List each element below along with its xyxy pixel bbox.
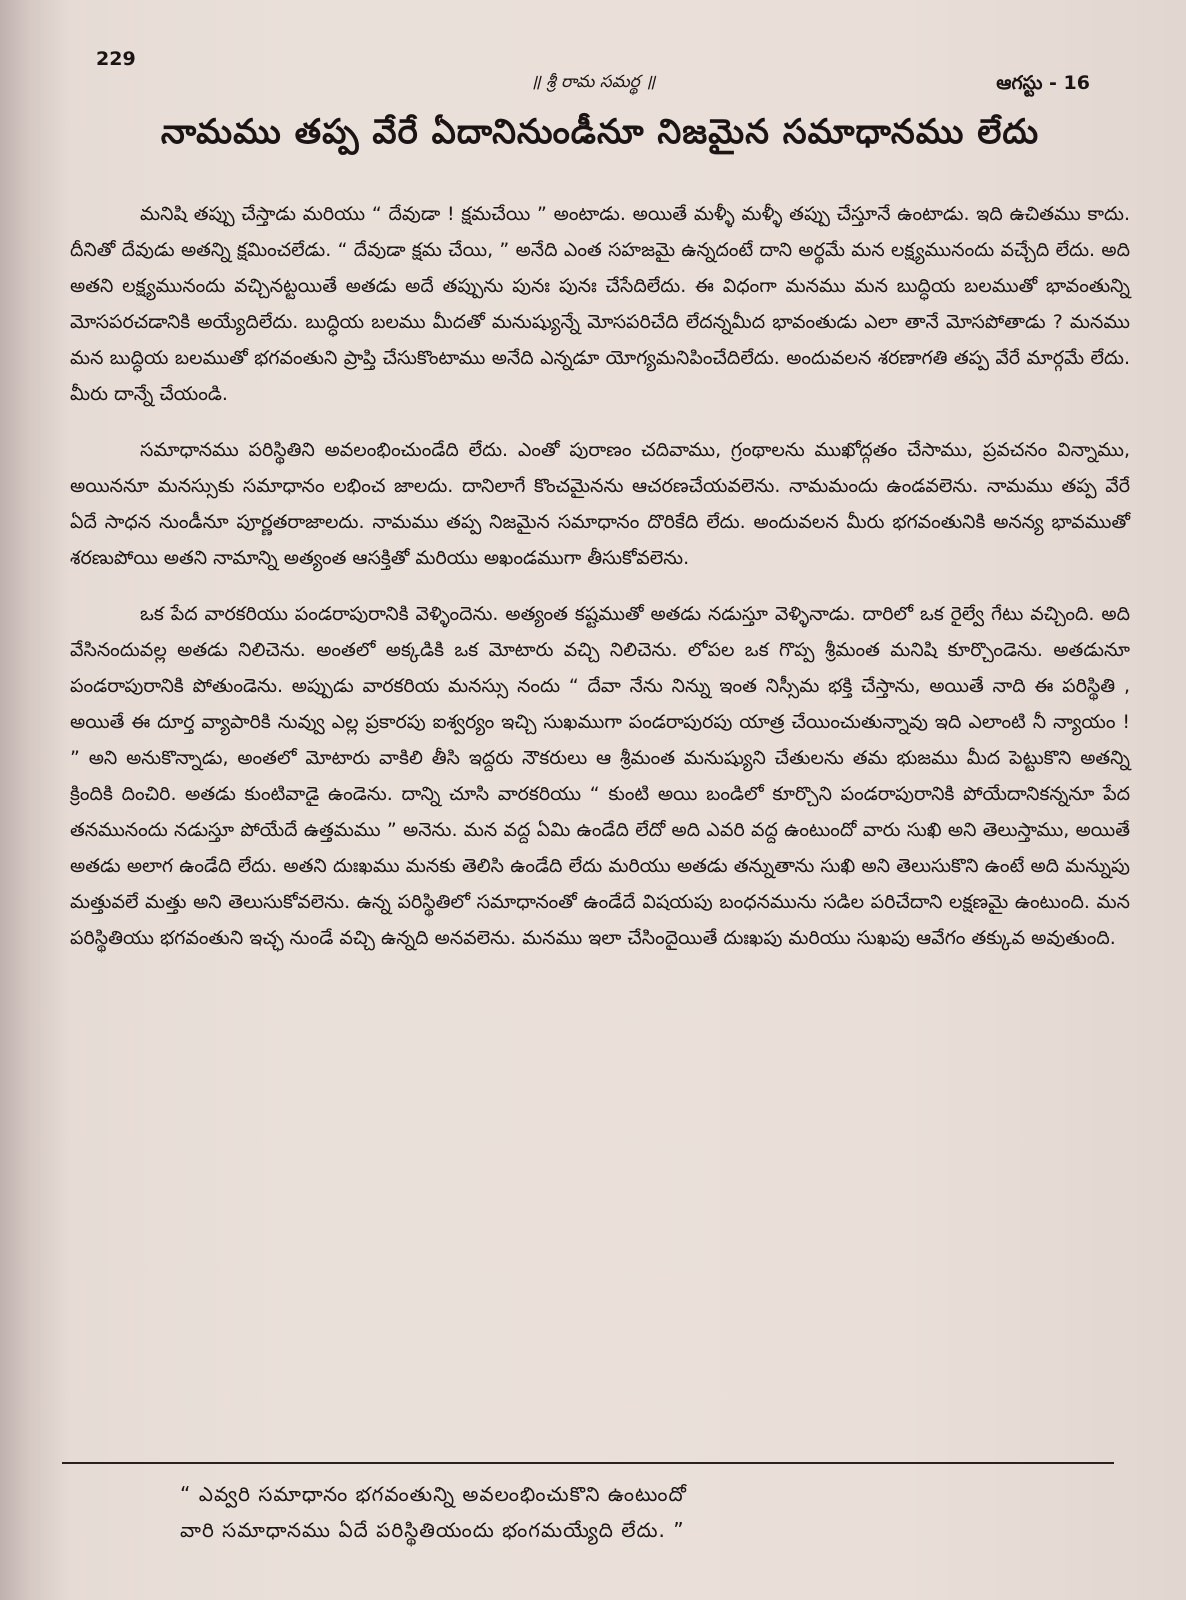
divider: [62, 1462, 1114, 1464]
paragraph: సమాధానము పరిస్థితిని అవలంభించుండేది లేదు. ఎంతో పురాణం చదివాము, గ్రంథాలను ముఖోద్గతం చేసాము, ప్రవచనం విన్నాము, అయిననూ మనస్సుకు సమాధానం లభించ జాలదు. దానిలాగే కొంచమైనను ఆచరణచేయవలెను. నామమందు ఉండవలెను. నామము తప్ప వేరే ఏదే సాధన నుండీనూ పూర్ణతరాజాలదు. నామము తప్ప నిజమైన సమాధానం దొరికేది లేదు. అందువలన మీరు భగవంతునికి అనన్య భావముతో శరణుపోయి అతని నామాన్ని అత్యంత ఆసక్తితో మరియు అఖండముగా తీసుకోవలెను.: [70, 439, 1130, 569]
page-title: నామము తప్ప వేరే ఏదానినుండీనూ నిజమైన సమాధానము లేదు: [160, 112, 1040, 152]
paragraph: ఒక పేద వారకరియు పండరాపురానికి వెళ్ళిందెను. అత్యంత కష్టముతో అతడు నడుస్తూ వెళ్ళినాడు. దారిలో ఒక రైల్వే గేటు వచ్చింది. అది వేసినందువల్ల అతడు నిలిచెను. అంతలో అక్కడికి ఒక మోటారు వచ్చి నిలిచెను. లోపల ఒక గొప్ప శ్రీమంత మనిషి కూర్చొండెను. అతడునూ పండరాపురానికి పోతుండెను. అప్పుడు వారకరియ మనస్సు నందు “ దేవా నేను నిన్ను ఇంత నిస్సీమ భక్తి చేస్తాను, అయితే నాది ఈ పరిస్థితి , అయితే ఈ దూర్త వ్యాపారికి నువ్వు ఎల్ల ప్రకారపు ఐశ్వర్యం ఇచ్చి సుఖముగా పండరాపురపు యాత్ర చేయించుతున్నావు ఇది ఎలాంటి నీ న్యాయం ! ” అని అనుకొన్నాడు, అంతలో మోటారు వాకిలి తీసి ఇద్దరు నౌకరులు ఆ శ్రీమంత మనుష్యుని చేతులను తమ భుజము మీద పెట్టుకొని అతన్ని క్రిందికి దించిరి. అతడు కుంటివాడై ఉండెను. దాన్ని చూసి వారకరియు “ కుంటి అయి బండిలో కూర్చొని పండరాపురానికి పోయేదానికన్ననూ పేద తనమునందు నడుస్తూ పోయేదే ఉత్తమము ” అనెను. మన వద్ద ఏమి ఉండేది లేదో అది ఎవరి వద్ద ఉంటుందో వారు సుఖి అని తెలుస్తాము, అయితే అతడు అలాగ ఉండేది లేదు. అతని దుఃఖము మనకు తెలిసి ఉండేది లేదు మరియు అతడు తన్నుతాను సుఖి అని తెలుసుకొని ఉంటే అది మన్నుపు మత్తువలే మత్తు అని తెలుసుకోవలెను. ఉన్న పరిస్థితిలో సమాధానంతో ఉండేదే విషయపు బంధనమును సడిల పరిచేదాని లక్షణమై ఉంటుంది. మన పరిస్థితియు భగవంతుని ఇచ్ఛ నుండే వచ్చి ఉన్నది అనవలెను. మనము ఇలా చేసిందైయితే దుఃఖపు మరియు సుఖపు ఆవేగం తక్కువ అవుతుంది.: [70, 603, 1130, 949]
running-title: ॥ శ్రీ రామ సమర్థ ॥: [530, 72, 656, 92]
page-date: ఆగస్టు - 16: [996, 72, 1090, 94]
closing-quote: [100, 1476, 1100, 1548]
paragraph: మనిషి తప్పు చేస్తాడు మరియు “ దేవుడా ! క్షమచేయి ” అంటాడు. అయితే మళ్ళీ మళ్ళీ తప్పు చేస్తూనే ఉంటాడు. ఇది ఉచితము కాదు. దీనితో దేవుడు అతన్ని క్షమించలేడు. “ దేవుడా క్షమ చేయి, ” అనేది ఎంత సహజమై ఉన్నదంటే దాని అర్థమే మన లక్ష్యమునందు వచ్చేది లేదు. అది అతని లక్ష్యమునందు వచ్చినట్టయితే అతడు అదే తప్పును పునః పునః చేసేదిలేదు. ఈ విధంగా మనము మన బుద్ధియ బలముతో భావంతున్ని మోసపరచడానికి అయ్యేదిలేదు. బుద్ధియ బలము మీదతో మనుష్యున్నే మోసపరిచేది లేదన్నమీద భావంతుడు ఎలా తానే మోసపోతాడు ? మనము మన బుద్ధియ బలముతో భగవంతుని ప్రాప్తి చేసుకొంటాము అనేది ఎన్నడూ యోగ్యమనిపించేదిలేదు. అందువలన శరణాగతి తప్ప వేరే మార్గమే లేదు. మీరు దాన్నే చేయండి.: [70, 203, 1130, 405]
quote-line: వారి సమాధానము ఏదే పరిస్థితియందు భంగమయ్యేది లేదు. ”: [180, 1518, 685, 1542]
page-number: 229: [96, 48, 136, 70]
body-text: [70, 196, 1130, 976]
page-header: [96, 48, 1090, 94]
quote-line: “ ఎవ్వరి సమాధానం భగవంతున్ని అవలంభించుకొని ఉంటుందో: [180, 1482, 687, 1506]
